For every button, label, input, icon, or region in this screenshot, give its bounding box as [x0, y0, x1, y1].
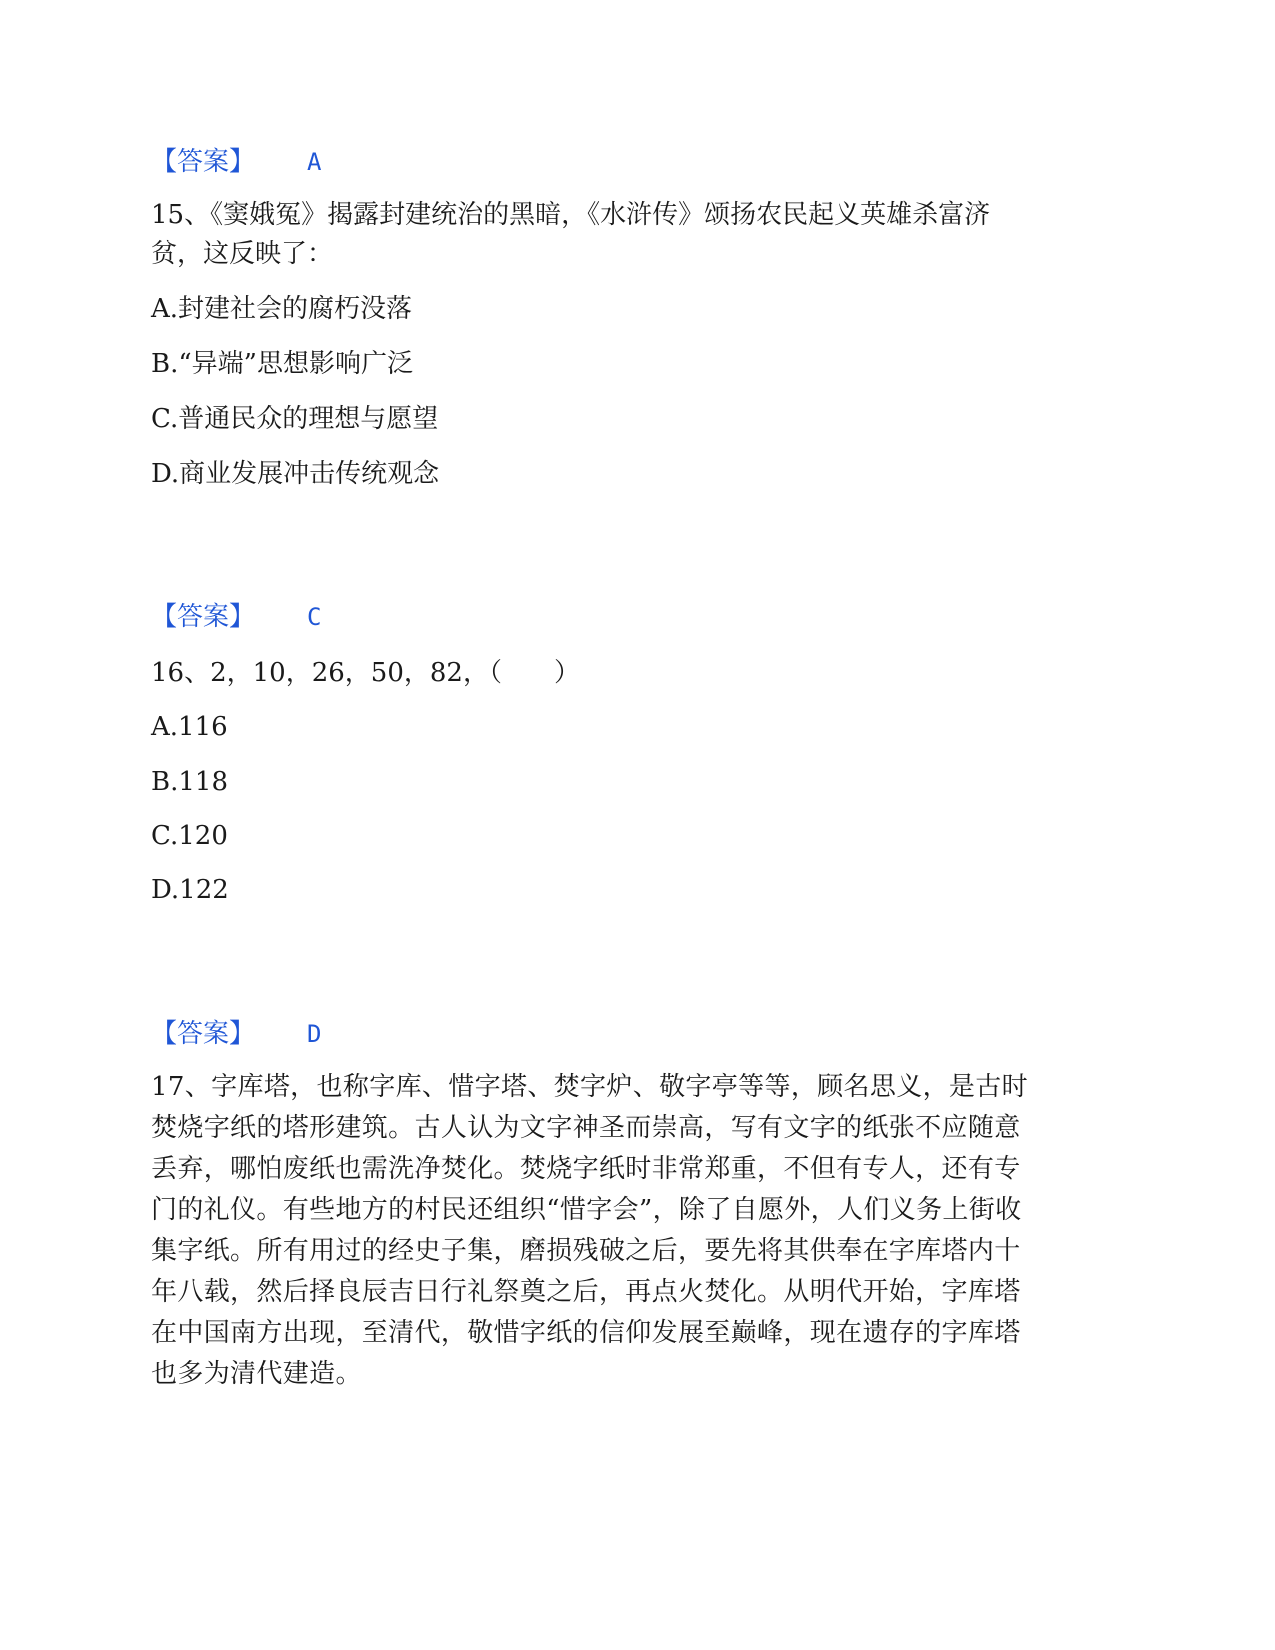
passage-line: 焚烧字纸的塔形建筑。古人认为文字神圣而崇高，写有文字的纸张不应随意 — [151, 1113, 1021, 1143]
answer-line-16 — [151, 1019, 321, 1049]
answer-line-15 — [151, 602, 321, 632]
answer-label: 【答案】 — [151, 147, 256, 177]
answer-value: D — [307, 1020, 322, 1048]
answer-value: A — [307, 148, 322, 176]
passage-line: 17、字库塔，也称字库、惜字塔、焚字炉、敬字亭等等，顾名思义，是古时 — [151, 1072, 1028, 1102]
question-16-option-b: B.118 — [151, 767, 228, 797]
passage-line: 门的礼仪。有些地方的村民还组织“惜字会”，除了自愿外，人们义务上街收 — [151, 1195, 1022, 1225]
question-17-passage — [151, 1067, 1111, 1395]
question-15-option-c: C.普通民众的理想与愿望 — [151, 404, 439, 434]
passage-line: 也多为清代建造。 — [151, 1359, 362, 1389]
question-16-option-d: D.122 — [151, 875, 229, 905]
answer-label: 【答案】 — [151, 602, 256, 632]
question-16-option-c: C.120 — [151, 821, 228, 851]
answer-value: C — [307, 603, 322, 631]
answer-line-14 — [151, 147, 321, 177]
passage-line: 在中国南方出现，至清代，敬惜字纸的信仰发展至巅峰，现在遗存的字库塔 — [151, 1318, 1021, 1348]
question-15-option-b: B.“异端”思想影响广泛 — [151, 349, 413, 379]
question-16-stem: 16、2，10，26，50，82，（ ） — [151, 658, 580, 688]
answer-label: 【答案】 — [151, 1019, 256, 1049]
question-16-option-a: A.116 — [151, 712, 228, 742]
question-15-option-d: D.商业发展冲击传统观念 — [151, 459, 440, 489]
passage-line: 年八载，然后择良辰吉日行礼祭奠之后，再点火焚化。从明代开始，字库塔 — [151, 1277, 1021, 1307]
question-15-option-a: A.封建社会的腐朽没落 — [151, 294, 413, 324]
passage-line: 丢弃，哪怕废纸也需洗净焚化。焚烧字纸时非常郑重，不但有专人，还有专 — [151, 1154, 1021, 1184]
question-15-stem-line-2: 贫，这反映了： — [151, 239, 334, 269]
question-15-stem-line-1: 15、《窦娥冤》揭露封建统治的黑暗，《水浒传》颂扬农民起义英雄杀富济 — [151, 200, 991, 230]
passage-line: 集字纸。所有用过的经史子集，磨损残破之后，要先将其供奉在字库塔内十 — [151, 1236, 1021, 1266]
